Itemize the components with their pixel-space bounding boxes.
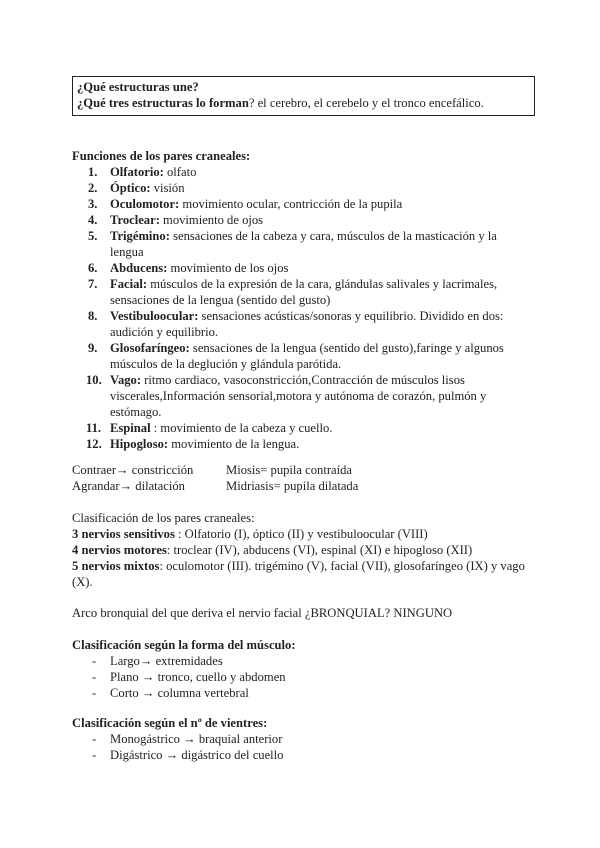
list-item: 12. Hipogloso: movimiento de la lengua. [86,437,300,451]
list-item: 4. Troclear: movimiento de ojos [88,213,264,227]
muscle-shape-list [72,653,532,701]
list-item: 6. Abducens: movimiento de los ojos [88,261,289,275]
cranial-pairs-classification [72,510,532,590]
cranial-pairs-functions [72,148,532,452]
list-item: - Monogástrico → braquial anterior [92,732,283,746]
terms-block [72,462,532,494]
terms-row-1: Contraer→ constricción Miosis= pupila contraída [72,463,353,477]
terms-row-2: Agrandar→ dilatación Midriasis= pupila dilatada [72,479,359,493]
list-item: 11. Espinal : movimiento de la cabeza y cuello. [86,421,333,435]
muscle-belly-list [72,731,532,763]
muscle-shape-heading: Clasificación según la forma del músculo: [72,638,296,652]
list-item: - Plano → tronco, cuello y abdomen [92,670,286,684]
list-item: 9. Glosofaríngeo: sensaciones de la lengua (sentido del gusto),faringe y algunos músculos de la deglución y glándula parótida. [88,341,504,371]
list-item: 2. Óptico: visión [88,181,185,195]
list-item: 8. Vestibuloocular: sensaciones acústicas/sonoras y equilibrio. Dividido en dos: audición y equilibrio. [88,309,504,339]
list-item: - Corto → columna vertebral [92,686,249,700]
question-one: ¿Qué estructuras une? [77,80,199,94]
list-item: 3. Oculomotor: movimiento ocular, contricción de la pupila [88,197,403,211]
list-item: 5. Trigémino: sensaciones de la cabeza y cara, músculos de la masticación y la lengua [88,229,497,259]
motor-nerves-line: 4 nervios motores: troclear (IV), abducens (VI), espinal (XI) e hipogloso (XII) [72,543,473,557]
question-box [72,76,535,116]
list-item: 10. Vago: ritmo cardiaco, vasoconstricción,Contracción de músculos lisos viscerales,Información sensorial,motora y autónoma de corazón, pulmón y estómago. [86,373,487,419]
list-item: - Largo→ extremidades [92,654,223,668]
classification-heading: Clasificación de los pares craneales: [72,511,255,525]
mixed-nerves-line: 5 nervios mixtos: oculomotor (III). trigémino (V), facial (VII), glosofaríngeo (IX) y vago (X). [72,559,525,589]
list-item: 7. Facial: músculos de la expresión de la cara, glándulas salivales y lacrimales, sensaciones de la lengua (sentido del gusto) [88,277,498,307]
muscle-shape-classification [72,637,532,701]
muscle-belly-classification [72,715,532,763]
list-item: - Digástrico → digástrico del cuello [92,748,284,762]
question-two: ¿Qué tres estructuras lo forman? el cerebro, el cerebelo y el tronco encefálico. [77,96,484,110]
muscle-belly-heading: Clasificación según el nº de vientres: [72,716,268,730]
cranial-pairs-list [72,164,532,452]
cranial-pairs-heading: Funciones de los pares craneales: [72,149,251,163]
list-item: 1. Olfatorio: olfato [88,165,197,179]
arch-line: Arco bronquial del que deriva el nervio facial ¿BRONQUIAL? NINGUNO [72,606,453,620]
sensory-nerves-line: 3 nervios sensitivos : Olfatorio (I), óptico (II) y vestibuloocular (VIII) [72,527,428,541]
